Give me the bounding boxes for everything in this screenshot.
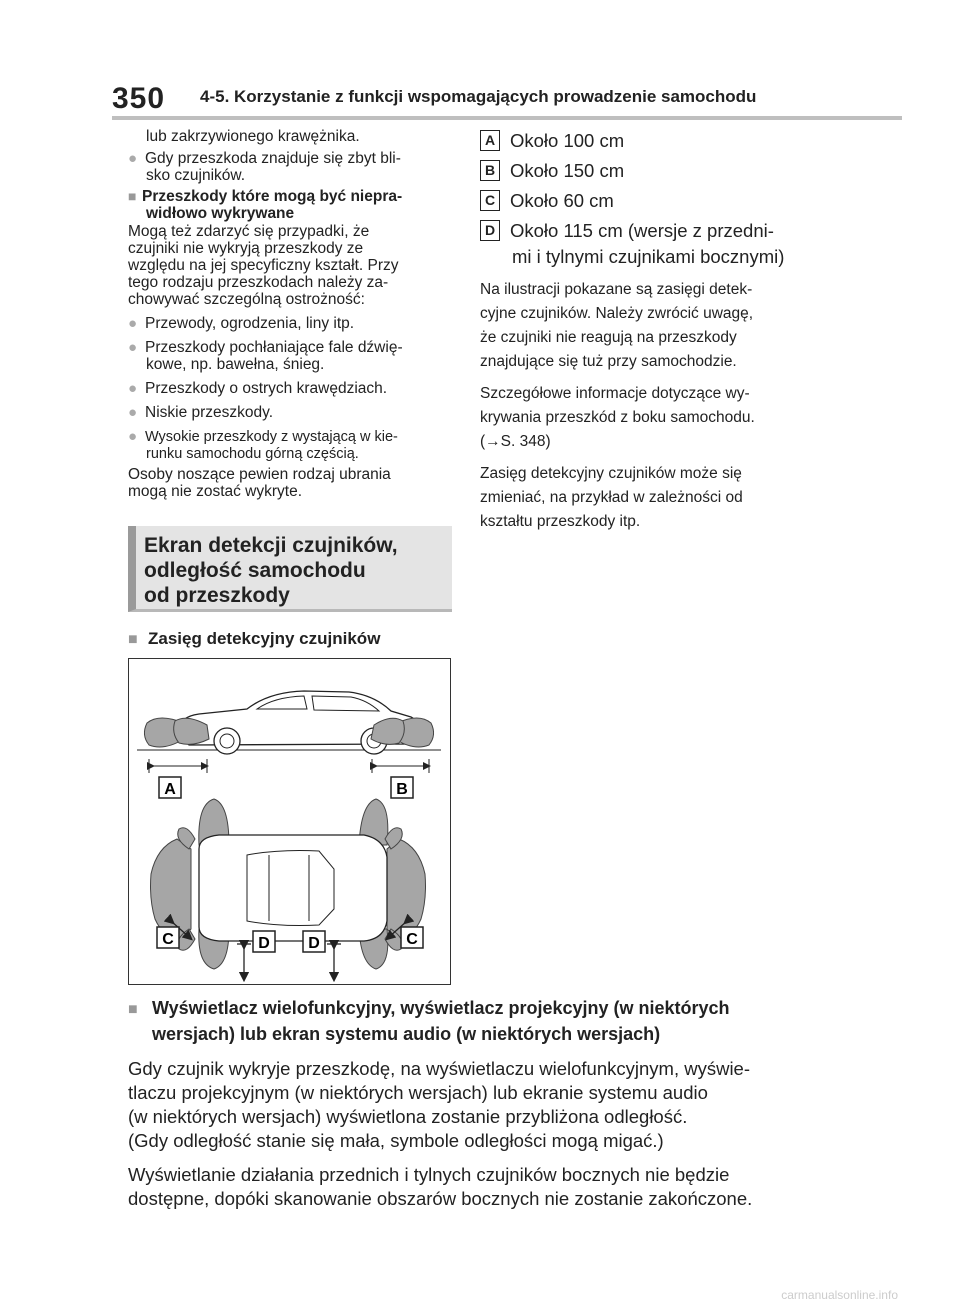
bullet-dot-icon: ● bbox=[128, 150, 138, 167]
svg-text:A: A bbox=[164, 781, 176, 798]
sensor-range-figure bbox=[128, 658, 451, 985]
label-a bbox=[159, 777, 181, 798]
paragraph-range-change: Zasięg detekcyjny czujników może się zmieniać, na przykład w zależności od kształtu przeszkody itp. bbox=[480, 465, 743, 530]
paragraph-side-sensors: Wyświetlanie działania przednich i tylnych czujników bocznych nie będzie dostępne, dopóki skanowanie obszarów bocznych nie zostanie zakończone. bbox=[128, 1164, 753, 1209]
bullet-low: ● Niskie przeszkody. bbox=[128, 404, 274, 421]
display-subheading: ■ Wyświetlacz wielofunkcyjny, wyświetlacz projekcyjny (w niektórych wersjach) lub ekran systemu audio (w niektórych wersjach) bbox=[128, 998, 730, 1044]
bullet-dot-icon: ● bbox=[128, 315, 138, 332]
bullet-dot-icon: ● bbox=[128, 428, 138, 445]
bullet-too-close: ● Gdy przeszkoda znajduje się zbyt bli- sko czujników. bbox=[128, 150, 401, 184]
chapter-title: 4-5. Korzystanie z funkcji wspomagających prowadzenie samochodu bbox=[200, 87, 757, 106]
bullet-sharp-edges: ● Przeszkody o ostrych krawędziach. bbox=[128, 380, 388, 397]
sensor-diagram bbox=[129, 659, 450, 984]
range-item-d: D Około 115 cm (wersje z przedni- mi i tylnymi czujnikami bocznymi) bbox=[480, 220, 810, 268]
page-reference-link[interactable]: (→S. 348) bbox=[480, 433, 551, 450]
square-marker-icon: ■ bbox=[128, 631, 138, 648]
watermark: carmanualsonline.info bbox=[781, 1288, 898, 1302]
subheading-misdetected: ■ Przeszkody które mogą być niepra- widłowo wykrywane bbox=[128, 188, 403, 222]
bullet-dot-icon: ● bbox=[128, 404, 138, 421]
svg-text:B: B bbox=[396, 781, 408, 798]
range-item-b: B Około 150 cm bbox=[480, 160, 810, 190]
paragraph-display-distance: Gdy czujnik wykryje przeszkodę, na wyświetlaczu wielofunkcyjnym, wyświe- tlaczu projekcyjnym (w niektórych wersjach) lub ekranie systemu audio (w niektórych wersjach) wyświetlona zostanie przybliżona odległość. (Gdy odległość stanie się mała, symbole odległości mogą migać.) bbox=[128, 1058, 750, 1151]
bullet-dot-icon: ● bbox=[128, 339, 138, 356]
dimension-lines-ab bbox=[149, 759, 429, 773]
label-c-right bbox=[401, 927, 423, 948]
paragraph-shapes: Mogą też zdarzyć się przypadki, że czujniki nie wykryją przeszkody ze względu na jej specyficzny kształt. Przy tego rodzaju przeszkodach należy za- chowywać szczególną ostrożność: bbox=[128, 223, 399, 308]
label-b bbox=[391, 777, 413, 798]
label-c-left bbox=[157, 927, 179, 948]
right-column bbox=[480, 130, 810, 534]
range-item-a: A Około 100 cm bbox=[480, 130, 810, 160]
bullet-tall: ● Wysokie przeszkody z wystającą w kie- runku samochodu górną częścią. bbox=[128, 428, 398, 462]
svg-text:C: C bbox=[162, 931, 174, 948]
section-heading: Ekran detekcji czujników, odległość samochodu od przeszkody bbox=[144, 534, 398, 607]
header-divider bbox=[112, 116, 902, 120]
left-column bbox=[128, 128, 452, 500]
square-marker-icon: ■ bbox=[128, 1001, 138, 1018]
bullet-absorbing: ● Przeszkody pochłaniające fale dźwię- kowe, np. bawełna, śnieg. bbox=[128, 339, 403, 373]
label-d-right bbox=[303, 931, 325, 952]
paragraph-details: Szczegółowe informacje dotyczące wy- krywania przeszkód z boku samochodu. (→S. 348) bbox=[480, 382, 810, 454]
label-d-left bbox=[253, 931, 275, 952]
bottom-section bbox=[128, 996, 918, 1211]
svg-text:D: D bbox=[308, 935, 320, 952]
paragraph-illustration: Na ilustracji pokazane są zasięgi detek- cyjne czujników. Należy zwrócić uwagę, że czujniki nie reagują na przeszkody znajdujące się tuż przy samochodzie. bbox=[480, 281, 754, 370]
svg-text:D: D bbox=[258, 935, 270, 952]
svg-text:C: C bbox=[406, 931, 418, 948]
subheading-range: ■ Zasięg detekcyjny czujników bbox=[128, 629, 381, 648]
range-item-c: C Około 60 cm bbox=[480, 190, 810, 220]
top-view-car bbox=[199, 835, 387, 941]
square-marker-icon: ■ bbox=[128, 188, 137, 204]
bullet-wires: ● Przewody, ogrodzenia, liny itp. bbox=[128, 315, 355, 332]
bullet-dot-icon: ● bbox=[128, 380, 138, 397]
paragraph-clothing: Osoby noszące pewien rodzaj ubrania mogą nie zostać wykryte. bbox=[128, 466, 391, 500]
page-number: 350 bbox=[112, 82, 166, 115]
continued-line: lub zakrzywionego krawężnika. bbox=[146, 128, 360, 145]
